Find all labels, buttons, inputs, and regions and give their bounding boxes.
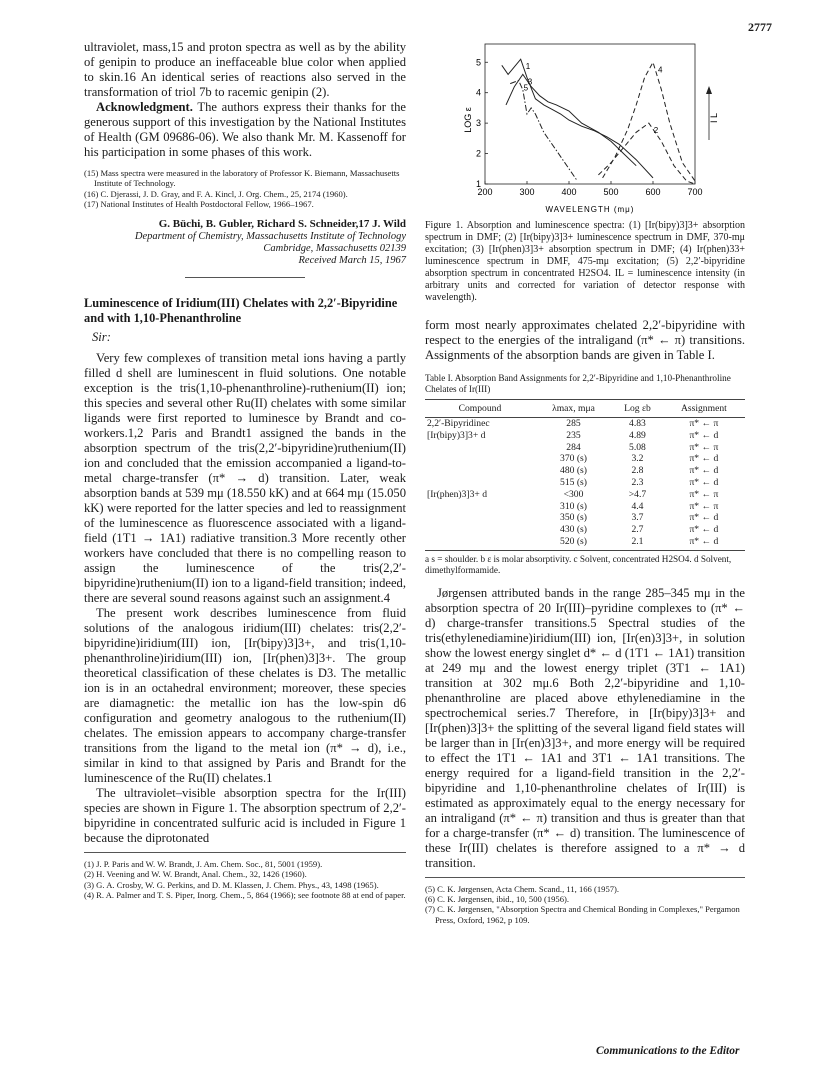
table-cell: 3.7: [631, 512, 644, 524]
right-column: [425, 40, 745, 925]
series-2-line: [598, 123, 695, 184]
body-paragraph: Very few complexes of transition metal ions having a partly filled d shell are luminescent in fluid solutions. One notable exception is the tris(1,10-phenanthroline)-ruthenium(II) ion; this species and several other Ru(II) chelates with some similar ligands were first reported to luminesce by Brandt and co-workers.1,2 Paris and Brandt1 assigned the bands in the absorption spectrum of the tris(2,2′-bipyridine)ruthenium(II) ion and concluded that the emission accompanied a ligand-to-metal charge-transfer (π* → d) transition. Later, weak absorption bands at 539 mμ (18.550 kK) and at 664 mμ (15.050 kK) were reported for the latter species and led to reassignment of the luminescence as fluorescence associated with a ligand-field (1T1 → 1A1) radiative transition.3 More recently other workers have concluded that there is no compelling reason to assign the luminescence of the tris(2,2′-bipyridine)ruthenium(II) ion to a ligand-field transition; indeed, there are several sound reasons against such an assignment.4: [84, 351, 406, 606]
received-date: Received March 15, 1967: [298, 255, 406, 267]
table-notes: a s = shoulder. b ε is molar absorptivity. c Solvent, concentrated H2SO4. d Solvent, dimethylformamide.: [425, 553, 732, 575]
table-cell: π* ← π: [689, 500, 719, 512]
figure-caption: Figure 1. Absorption and luminescence spectra: (1) [Ir(bipy)3]3+ absorption spectrum in DMF; (2) [Ir(bipy)3]3+ luminescence spectrum in DMF, 370-mμ excitation; (3) [Ir(phen)3]3+ absorption spectrum in DMF; (4) Ir(phen)33+ luminescence spectrum in DMF, 475-mμ excitation; (5) 2,2′-bipyridine absorption spectrum in concentrated H2SO4. IL = luminescence intensity (in arbitrary units and corrected for variation of detector response with wavelength).: [425, 220, 745, 303]
series-5-line: [510, 81, 577, 182]
table-cell: 370 (s): [560, 453, 587, 465]
series-4-line: [603, 62, 695, 181]
series-group: [502, 59, 695, 184]
table-cell: [425, 536, 535, 550]
footnotes-bottom: [84, 859, 406, 900]
column-header: Log εb: [612, 400, 663, 418]
table-cell: 520 (s): [535, 536, 612, 550]
table-row: [425, 430, 745, 442]
table-cell: [425, 453, 535, 465]
table-cell: 285: [566, 418, 581, 429]
spectrum-chart: [465, 40, 725, 216]
footnote-rule: [425, 877, 745, 878]
table-header-row: [425, 400, 745, 418]
table-cell: 350 (s): [560, 512, 587, 524]
body-paragraph: form most nearly approximates chelated 2,2′-bipyridine with respect to the energies of the intraligand (π* ← π) transitions. Assignments of the absorption bands are given in Table I.: [425, 318, 745, 362]
page-footer: Communications to the Editor: [596, 1045, 740, 1057]
footnote: (7) C. K. Jørgensen, "Absorption Spectra and Chemical Bonding in Complexes," Pergamon Press, Oxford, 1962, p 109.: [425, 904, 740, 925]
footnotes-top: [84, 168, 406, 209]
y-tick-label: 2: [475, 148, 481, 159]
footnote: (16) C. Djerassi, J. D. Gray, and F. A. Kincl, J. Org. Chem., 25, 2174 (1960).: [84, 188, 348, 199]
y-tick-label: 3: [475, 118, 481, 129]
table-cell: 4.83: [629, 418, 646, 429]
table-row: [425, 453, 745, 465]
ack-text: The authors express their thanks for the generous support of this investigation by the National Institutes of Health (GM 09686-06). We also thank Mr. M. Kassenoff for his participation in some phases of this work.: [84, 100, 406, 159]
intro-paragraph: ultraviolet, mass,15 and proton spectra as well as by the ability of genipin to produce an ineffaceable blue color when applied to skin.16 An identical series of reactions also served in the transformation of triol 7b to racemic genipin (2).: [84, 40, 406, 99]
table-cell: >4.7: [628, 488, 647, 500]
footnote: (15) Mass spectra were measured in the laboratory of Professor K. Biemann, Massachusetts Institute of Technology.: [84, 168, 400, 189]
x-tick-label: 400: [561, 187, 577, 197]
table-cell: 310 (s): [560, 500, 587, 512]
table-cell: π* ← d: [689, 512, 719, 524]
footnote: (3) G. A. Crosby, W. G. Perkins, and D. M. Klassen, J. Chem. Phys., 43, 1498 (1965).: [84, 879, 379, 890]
table-body: [425, 418, 745, 551]
series-label: 5: [523, 83, 529, 93]
series-label: 1: [525, 62, 531, 72]
author-department: Department of Chemistry, Massachusetts Institute of Technology: [134, 231, 406, 243]
table-cell: 5.08: [629, 441, 646, 453]
x-tick-label: 700: [687, 187, 703, 197]
figure-1: [465, 40, 725, 216]
table-cell: 430 (s): [560, 524, 587, 536]
table-row: [425, 418, 745, 430]
table-cell: 3.2: [631, 453, 644, 465]
table-cell: π* ← π: [689, 418, 719, 429]
table-cell: π* ← d: [689, 476, 719, 488]
left-column: [84, 40, 406, 900]
table-cell: 2.3: [631, 476, 644, 488]
table-row: [425, 477, 745, 489]
body-paragraph: Jørgensen attributed bands in the range 285–345 mμ in the absorption spectra of 20 Ir(III)–pyridine complexes to (π* ← d) charge-transfer transitions.5 Spectral studies of the tris(ethylenediamine)iridium(III) ion, [Ir(en)3]3+, in solution show the lowest energy singlet d* ← d (1T1 ← 1A1) transition at 249 mμ and the lowest energy triplet (3T1 ← 1A1) transition at 302 mμ.6 Both 2,2′-bipyridine and 1,10-phenanthroline are placed above ethylenediamine in the spectrochemical series.7 Therefore, in [Ir(bipy)3]3+ and [Ir(phen)3]3+ the splitting of the several ligand field states will be larger than in [Ir(en)3]3+, and more energy will be required to effect the 1T1 ← 1A1 and 3T1 ← 1A1 transitions. The energy required for a ligand-field transition in the 2,2′-bipyridine and 1,10-phenanthroline chelates of Ir(III) is estimated as approximately equal to the energy necessary for an intraligand (π* ← π) transition and thus is greater than that for a charge-transfer (π* ← d) transition. The luminescence of these Ir(III) chelates is therefore assigned to a π* → d transition.: [425, 585, 745, 870]
salutation: Sir:: [92, 330, 111, 345]
article-title: Luminescence of Iridium(III) Chelates with 2,2′-Bipyridine and with 1,10-Phenanthroline: [84, 296, 398, 326]
table-cell: 2.7: [631, 524, 644, 536]
table-cell: [425, 442, 535, 454]
table-row: [425, 501, 745, 513]
footnote: (1) J. P. Paris and W. W. Brandt, J. Am. Chem. Soc., 81, 5001 (1959).: [84, 859, 323, 870]
body-paragraph: The ultraviolet–visible absorption spectra for the Ir(III) species are shown in Figure 1. The absorption spectrum of 2,2′-bipyridine in concentrated sulfuric acid is included in Figure 1 because the diprotonated: [84, 786, 406, 846]
y-tick-label: 5: [475, 57, 481, 68]
footnote: (5) C. K. Jørgensen, Acta Chem. Scand., 11, 166 (1957).: [425, 883, 620, 894]
table-cell: π* ← d: [663, 536, 745, 550]
x-tick-label: 200: [477, 187, 493, 197]
series-label: 3: [527, 77, 533, 87]
author-city: Cambridge, Massachusetts 02139: [263, 243, 406, 255]
table-cell: [425, 501, 535, 513]
y-tick-label: 4: [475, 87, 481, 98]
column-header: Compound: [425, 400, 535, 418]
table-cell: [Ir(bipy)3]3+ d: [427, 429, 486, 441]
table-cell: 515 (s): [560, 476, 587, 488]
series-label: 4: [658, 65, 663, 75]
table-cell: 2,2′-Bipyridinec: [427, 418, 490, 429]
table-cell: 480 (s): [560, 465, 587, 477]
table-cell: π* ← π: [689, 441, 719, 453]
ack-heading: Acknowledgment.: [96, 100, 193, 114]
body-paragraph: The present work describes luminescence from fluid solutions of the analogous iridium(III) chelates: tris(2,2′-bipyridine)iridium(III) ion, [Ir(bipy)3]3+, and tris(1,10-phenanthroline)iridium(III) ion, [Ir(phen)3]3+. The group theoretical classification of these chelates is D3. The metallic ion is in an octahedral environment; moreover, these species are diamagnetic: the metallic ion has the low-spin d6 configuration and geometry analogous to the ruthenium(II) chelates. The emission appears to accompany charge-transfer transitions from the ligand to the metal ion (π* → d), i.e., similar in kind to that assigned by Paris and Brandt for the luminescence of the Ru(II) chelates.1: [84, 606, 406, 786]
table-cell: π* ← d: [689, 453, 719, 465]
y-tick-label: 1: [475, 179, 481, 189]
table-cell: 2.8: [631, 465, 644, 477]
table-row: [425, 524, 745, 536]
table-cell: [425, 477, 535, 489]
il-arrow-head: [706, 86, 712, 94]
table-cell: <300: [563, 488, 584, 500]
table-cell: 235: [566, 429, 581, 441]
x-axis-label: WAVELENGTH (mμ): [545, 205, 635, 214]
page-number: 2777: [748, 20, 772, 34]
table-row: [425, 536, 745, 550]
table-cell: 4.89: [629, 429, 646, 441]
author-signature: G. Büchi, B. Gubler, Richard S. Schneider,17 J. Wild: [158, 218, 406, 231]
series-label: 2: [653, 126, 659, 136]
x-tick-label: 500: [603, 187, 619, 197]
table-cell: [425, 465, 535, 477]
y-axis-label: LOG ε: [463, 107, 473, 133]
table-cell: π* ← d: [689, 524, 719, 536]
table-cell: π* ← d: [689, 465, 719, 477]
table-cell: [425, 524, 535, 536]
right-axis-label: I L: [709, 112, 719, 124]
table-row: [425, 489, 745, 501]
absorption-table: [425, 399, 745, 551]
x-tick-label: 300: [519, 187, 535, 197]
footnote: (6) C. K. Jørgensen, ibid., 10, 500 (1956).: [425, 894, 570, 905]
column-header: λmax, mμa: [535, 400, 612, 418]
table-cell: [425, 512, 535, 524]
table-row: [425, 512, 745, 524]
footnote: (2) H. Veening and W. W. Brandt, Anal. Chem., 32, 1426 (1960).: [84, 869, 307, 880]
table-cell: 4.4: [631, 500, 644, 512]
footnote: (17) National Institutes of Health Postdoctoral Fellow, 1966–1967.: [84, 198, 314, 209]
table-cell: 2.1: [612, 536, 663, 550]
table-cell: π* ← d: [689, 429, 719, 441]
table-cell: π* ← π: [689, 488, 719, 500]
table-row: [425, 465, 745, 477]
footnote-rule: [84, 852, 406, 853]
table-cell: 284: [566, 441, 581, 453]
table-row: [425, 442, 745, 454]
table-title: Table I. Absorption Band Assignments for 2,2′-Bipyridine and 1,10-Phenanthroline Chelates of Ir(III): [425, 373, 731, 394]
footnote: (4) R. A. Palmer and T. S. Piper, Inorg. Chem., 5, 864 (1966); see footnote 88 at end of paper.: [84, 890, 406, 901]
x-tick-label: 600: [645, 187, 661, 197]
divider: [185, 277, 305, 278]
column-header: Assignment: [663, 400, 745, 418]
acknowledgment: [84, 100, 406, 160]
table-cell: [Ir(phen)3]3+ d: [427, 488, 488, 500]
